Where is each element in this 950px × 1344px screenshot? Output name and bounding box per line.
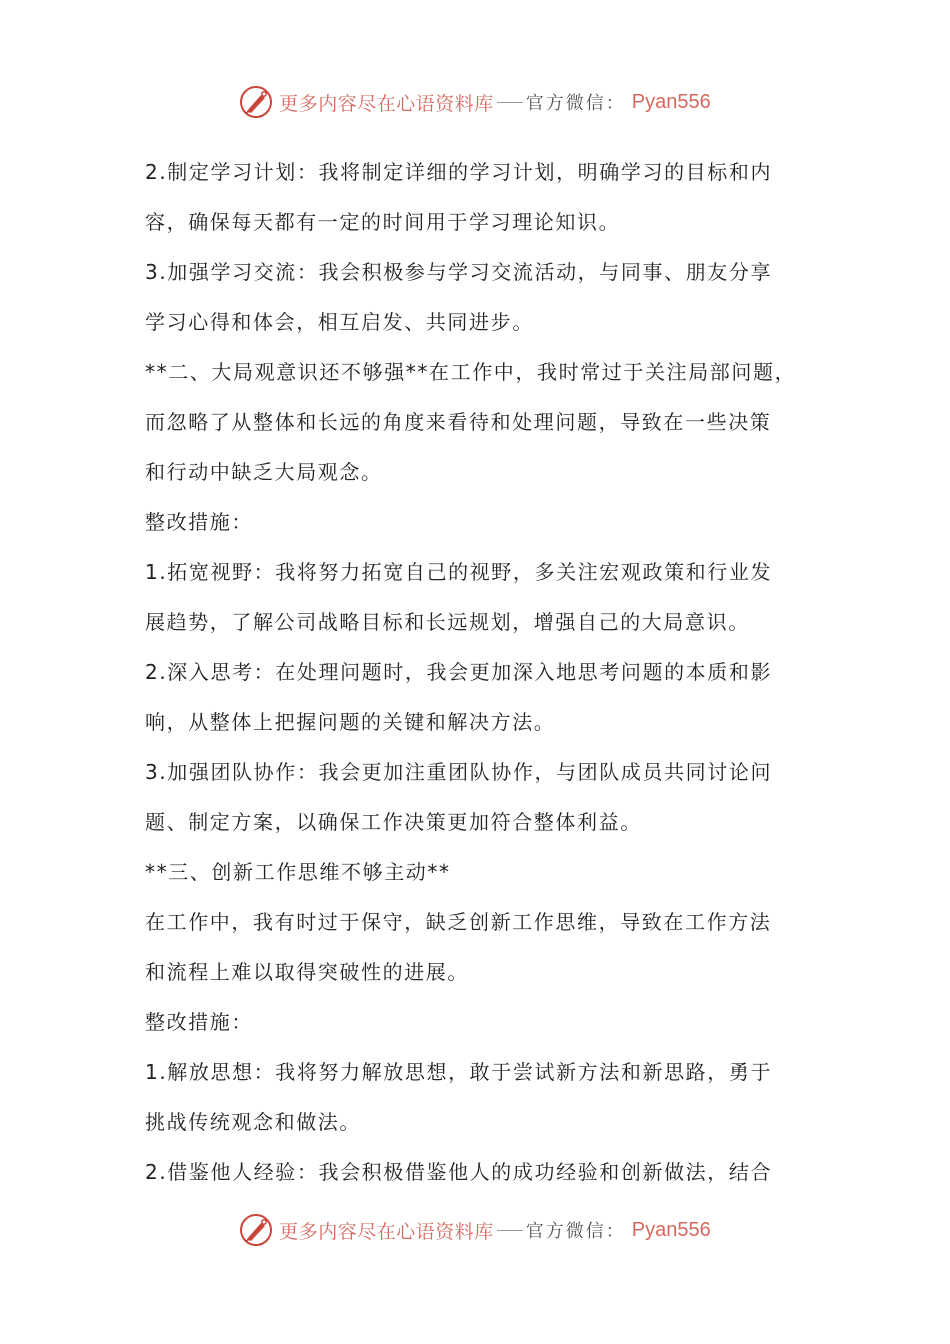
text-line: 学习心得和体会，相互启发、共同进步。: [145, 310, 534, 334]
text-line: 在工作中，我有时过于保守，缺乏创新工作思维，导致在工作方法: [145, 910, 772, 934]
watermark-id: Pyan556: [631, 90, 711, 113]
document-body: [145, 147, 810, 1197]
text-line: 3.加强学习交流：我会积极参与学习交流活动，与同事、朋友分享: [145, 260, 773, 284]
text-line: 和流程上难以取得突破性的进展。: [145, 960, 469, 984]
text-line: 1.解放思想：我将努力解放思想，敢于尝试新方法和新思路，勇于: [145, 1060, 773, 1084]
text-line: 响，从整体上把握问题的关键和解决方法。: [145, 710, 556, 734]
watermark-id: Pyan556: [631, 1218, 711, 1241]
text-line: 3.加强团队协作：我会更加注重团队协作，与团队成员共同讨论问: [145, 760, 773, 784]
watermark-header: [0, 80, 950, 124]
text-line: 2.制定学习计划：我将制定详细的学习计划，明确学习的目标和内: [145, 160, 773, 184]
text-line: 1.拓宽视野：我将努力拓宽自己的视野，多关注宏观政策和行业发: [145, 560, 773, 584]
watermark-text: 更多内容尽在心语资料库: [279, 1220, 494, 1243]
pen-logo-icon: [239, 1213, 273, 1247]
watermark-text: 更多内容尽在心语资料库: [279, 92, 494, 115]
watermark-label: 官方微信：: [525, 93, 626, 114]
text-line: 而忽略了从整体和长远的角度来看待和处理问题，导致在一些决策: [145, 410, 772, 434]
text-line: 整改措施：: [145, 510, 253, 534]
text-line: 容，确保每天都有一定的时间用于学习理论知识。: [145, 210, 621, 234]
text-line: 2.深入思考：在处理问题时，我会更加深入地思考问题的本质和影: [145, 660, 773, 684]
text-line: 整改措施：: [145, 1010, 253, 1034]
text-line: 展趋势，了解公司战略目标和长远规划，增强自己的大局意识。: [145, 610, 750, 634]
text-line: 挑战传统观念和做法。: [145, 1110, 361, 1134]
text-line: 和行动中缺乏大局观念。: [145, 460, 383, 484]
watermark-label: 官方微信：: [525, 1221, 626, 1242]
text-line: 2.借鉴他人经验：我会积极借鉴他人的成功经验和创新做法，结合: [145, 1160, 773, 1184]
text-line: **二、大局观意识还不够强**在工作中，我时常过于关注局部问题，: [145, 360, 797, 384]
text-line: 题、制定方案，以确保工作决策更加符合整体利益。: [145, 810, 642, 834]
pen-logo-icon: [239, 85, 273, 119]
text-line: **三、创新工作思维不够主动**: [145, 860, 451, 884]
watermark-dash: [497, 1230, 523, 1231]
watermark-footer: [0, 1208, 950, 1252]
watermark-dash: [497, 102, 523, 103]
